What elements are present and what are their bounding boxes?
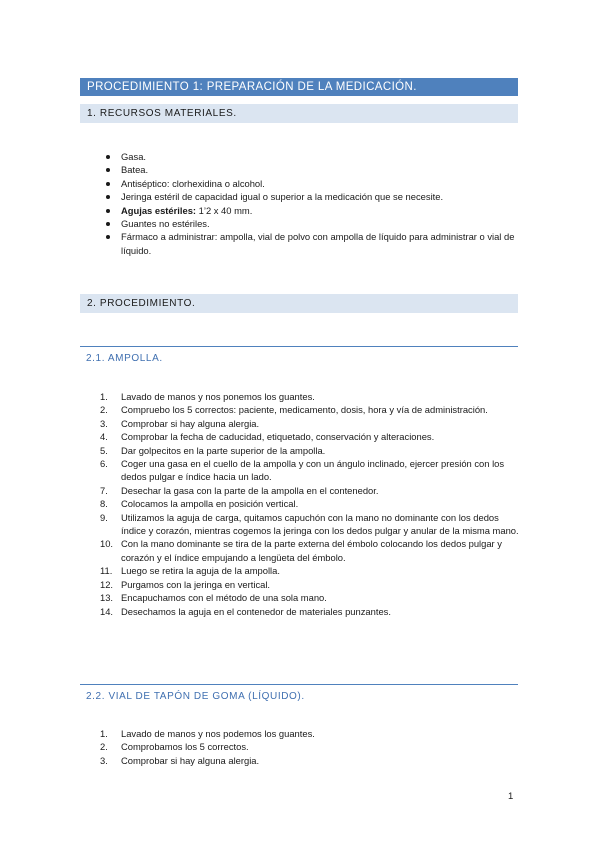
bullet-icon (106, 182, 110, 186)
pasos-ampolla-list (100, 390, 520, 618)
subsection-heading-ampolla: 2.1. AMPOLLA. (80, 346, 518, 366)
step-item: 2. Compruebo los 5 correctos: paciente, medicamento, dosis, hora y vía de administración. (100, 404, 488, 416)
step-item: 4. Comprobar la fecha de caducidad, etiquetado, conservación y alteraciones. (100, 431, 435, 443)
materiales-list (104, 150, 524, 257)
bullet-icon (106, 195, 110, 199)
bullet-icon (106, 209, 110, 213)
step-item: 1. Lavado de manos y nos ponemos los guantes. (100, 391, 315, 402)
step-item: 9. Utilizamos la aguja de carga, quitamos capuchón con la mano no dominante con los dedos índice y corazón, mientras cogemos la jeringa con los dedos pulgar y anular de la misma mano. (100, 511, 519, 537)
bullet-icon (106, 235, 110, 239)
step-item: 3. Comprobar si hay alguna alergia. (100, 417, 260, 429)
step-item: 3. Comprobar si hay alguna alergia. (100, 754, 260, 766)
materiales-item: Guantes no estériles. (104, 217, 524, 230)
section-heading-recursos: 1. RECURSOS MATERIALES. (80, 104, 518, 123)
bullet-icon (106, 222, 110, 226)
materiales-item: Batea. (104, 163, 524, 176)
materiales-item: Antiséptico: clorhexidina o alcohol. (104, 177, 524, 190)
step-item: 7. Desechar la gasa con la parte de la ampolla en el contenedor. (100, 484, 379, 496)
materiales-item: Fármaco a administrar: ampolla, vial de polvo con ampolla de líquido para administrar o vial de líquido. (104, 230, 524, 257)
step-item: 14. Desechamos la aguja en el contenedor de materiales punzantes. (100, 605, 391, 617)
materiales-item: Agujas estériles: 1’2 x 40 mm. (104, 204, 524, 217)
step-item: 5. Dar golpecitos en la parte superior de la ampolla. (100, 444, 326, 456)
step-item: 1. Lavado de manos y nos podemos los guantes. (100, 728, 315, 739)
step-item: 11. Luego se retira la aguja de la ampolla. (100, 565, 280, 577)
step-item: 6. Coger una gasa en el cuello de la ampolla y con un ángulo inclinado, ejercer presión con los dedos pulgar e índice hacia un lado. (100, 458, 505, 483)
step-item: 2. Comprobamos los 5 correctos. (100, 741, 249, 753)
step-item: 13. Encapuchamos con el método de una sola mano. (100, 592, 327, 604)
pasos-vial-list (100, 727, 520, 767)
subsection-heading-vial: 2.2. VIAL DE TAPÓN DE GOMA (LÍQUIDO). (80, 684, 518, 704)
step-item: 12. Purgamos con la jeringa en vertical. (100, 578, 271, 590)
materiales-item: Jeringa estéril de capacidad igual o superior a la medicación que se necesite. (104, 190, 524, 203)
step-item: 8. Colocamos la ampolla en posición vertical. (100, 498, 299, 510)
step-item: 10. Con la mano dominante se tira de la parte externa del émbolo colocando los dedos pulgar y corazón y el índice empujando a lengüeta del émbolo. (100, 538, 502, 563)
section-heading-procedimiento: 2. PROCEDIMIENTO. (80, 294, 518, 313)
bullet-icon (106, 168, 110, 172)
heading-main: PROCEDIMIENTO 1: PREPARACIÓN DE LA MEDICACIÓN. (80, 78, 518, 96)
bullet-icon (106, 155, 110, 159)
page-number: 1 (508, 791, 514, 802)
materiales-item: Gasa. (104, 150, 524, 163)
